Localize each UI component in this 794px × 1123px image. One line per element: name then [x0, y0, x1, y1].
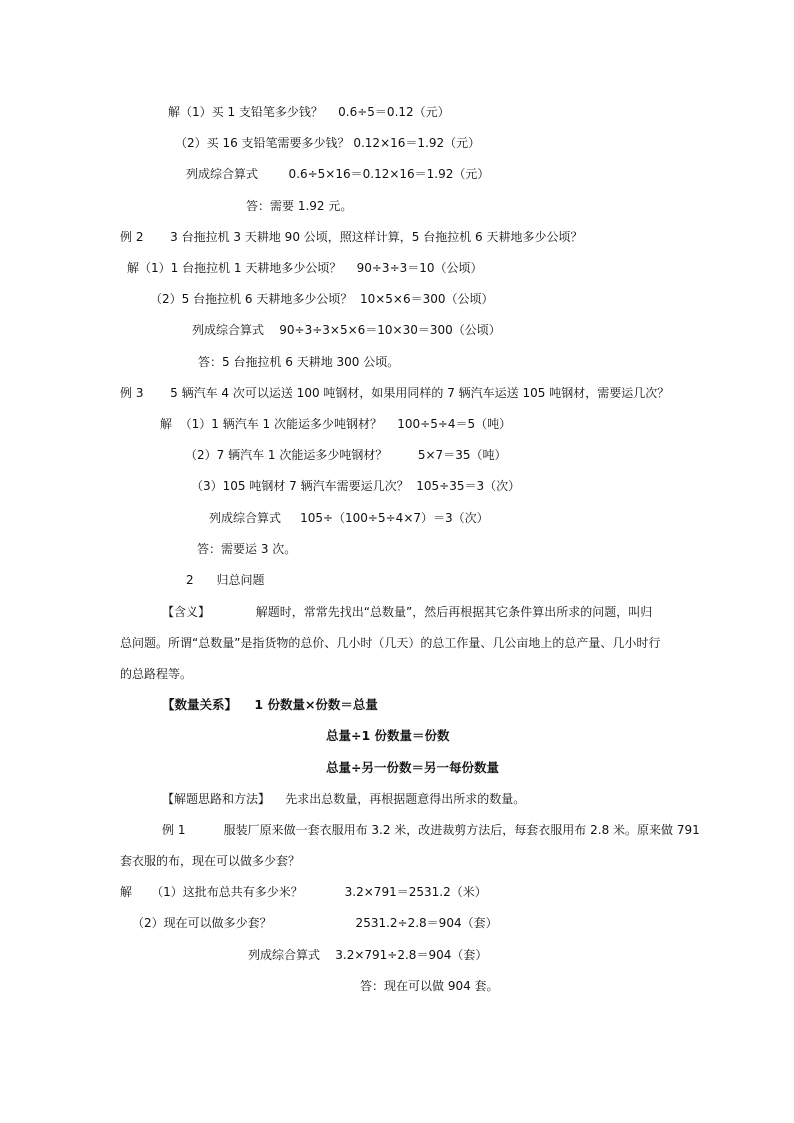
example1-combined-formula: 列成综合算式 0.6÷5×16＝0.12×16＝1.92（元）: [186, 167, 490, 181]
example2-solution-step2: （2）5 台拖拉机 6 天耕地多少公顷？ 10×5×6＝300（公顷）: [150, 292, 494, 306]
definition-line3: 的总路程等。: [120, 667, 193, 681]
example1b-solution-step2: （2）现在可以做多少套？ 2531.2÷2.8＝904（套）: [132, 916, 498, 930]
example1-solution-step1: 解（1）买 1 支铅笔多少钱？ 0.6÷5＝0.12（元）: [168, 105, 450, 119]
example2-answer: 答：5 台拖拉机 6 天耕地 300 公顷。: [198, 355, 400, 369]
definition-line2: 总问题。所谓“总数量”是指货物的总价、几小时（几天）的总工作量、几公亩地上的总产量、几小时行: [120, 636, 661, 650]
example1b-problem-line2: 套衣服的布，现在可以做多少套？: [120, 854, 301, 868]
example1-answer: 答：需要 1.92 元。: [246, 199, 353, 213]
method-description: 【解题思路和方法】 先求出总数量，再根据题意得出所求的数量。: [162, 792, 526, 806]
section-heading: 2 归总问题: [186, 573, 265, 587]
example3-combined-formula: 列成综合算式 105÷（100÷5÷4×7）＝3（次）: [209, 511, 489, 525]
example3-problem: 例 3 5 辆汽车 4 次可以运送 100 吨钢材，如果用同样的 7 辆汽车运送 105 吨钢材，需要运几次？: [120, 386, 670, 400]
relation-formula-3: 总量÷另一份数＝另一每份数量: [326, 760, 499, 775]
example2-combined-formula: 列成综合算式 90÷3÷3×5×6＝10×30＝300（公顷）: [192, 323, 501, 337]
example1-solution-step2: （2）买 16 支铅笔需要多少钱？ 0.12×16＝1.92（元）: [175, 136, 481, 150]
relation-formula-1: 【数量关系】 1 份数量×份数＝总量: [162, 697, 378, 712]
example3-solution-step2: （2）7 辆汽车 1 次能运多少吨钢材？ 5×7＝35（吨）: [185, 448, 507, 462]
example3-answer: 答：需要运 3 次。: [197, 542, 297, 556]
example2-problem: 例 2 3 台拖拉机 3 天耕地 90 公顷，照这样计算，5 台拖拉机 6 天耕地多少公顷？: [120, 230, 583, 244]
example2-solution-step1: 解（1）1 台拖拉机 1 天耕地多少公顷？ 90÷3÷3＝10（公顷）: [127, 261, 483, 275]
example1b-solution-step1: 解 （1）这批布总共有多少米？ 3.2×791＝2531.2（米）: [120, 885, 487, 899]
example3-solution-step3: （3）105 吨钢材 7 辆汽车需要运几次？ 105÷35＝3（次）: [191, 479, 521, 493]
definition-line1: 【含义】 解题时，常常先找出“总数量”，然后再根据其它条件算出所求的问题，叫归: [162, 605, 653, 619]
example3-solution-step1: 解 （1）1 辆汽车 1 次能运多少吨钢材？ 100÷5÷4＝5（吨）: [160, 417, 512, 431]
relation-formula-2: 总量÷1 份数量＝份数: [326, 728, 450, 743]
example1b-problem-line1: 例 1 服装厂原来做一套衣服用布 3.2 米，改进裁剪方法后，每套衣服用布 2.8 米。原来做 791: [162, 823, 700, 837]
example1b-combined-formula: 列成综合算式 3.2×791÷2.8＝904（套）: [248, 948, 488, 962]
example1b-answer: 答：现在可以做 904 套。: [360, 979, 499, 993]
